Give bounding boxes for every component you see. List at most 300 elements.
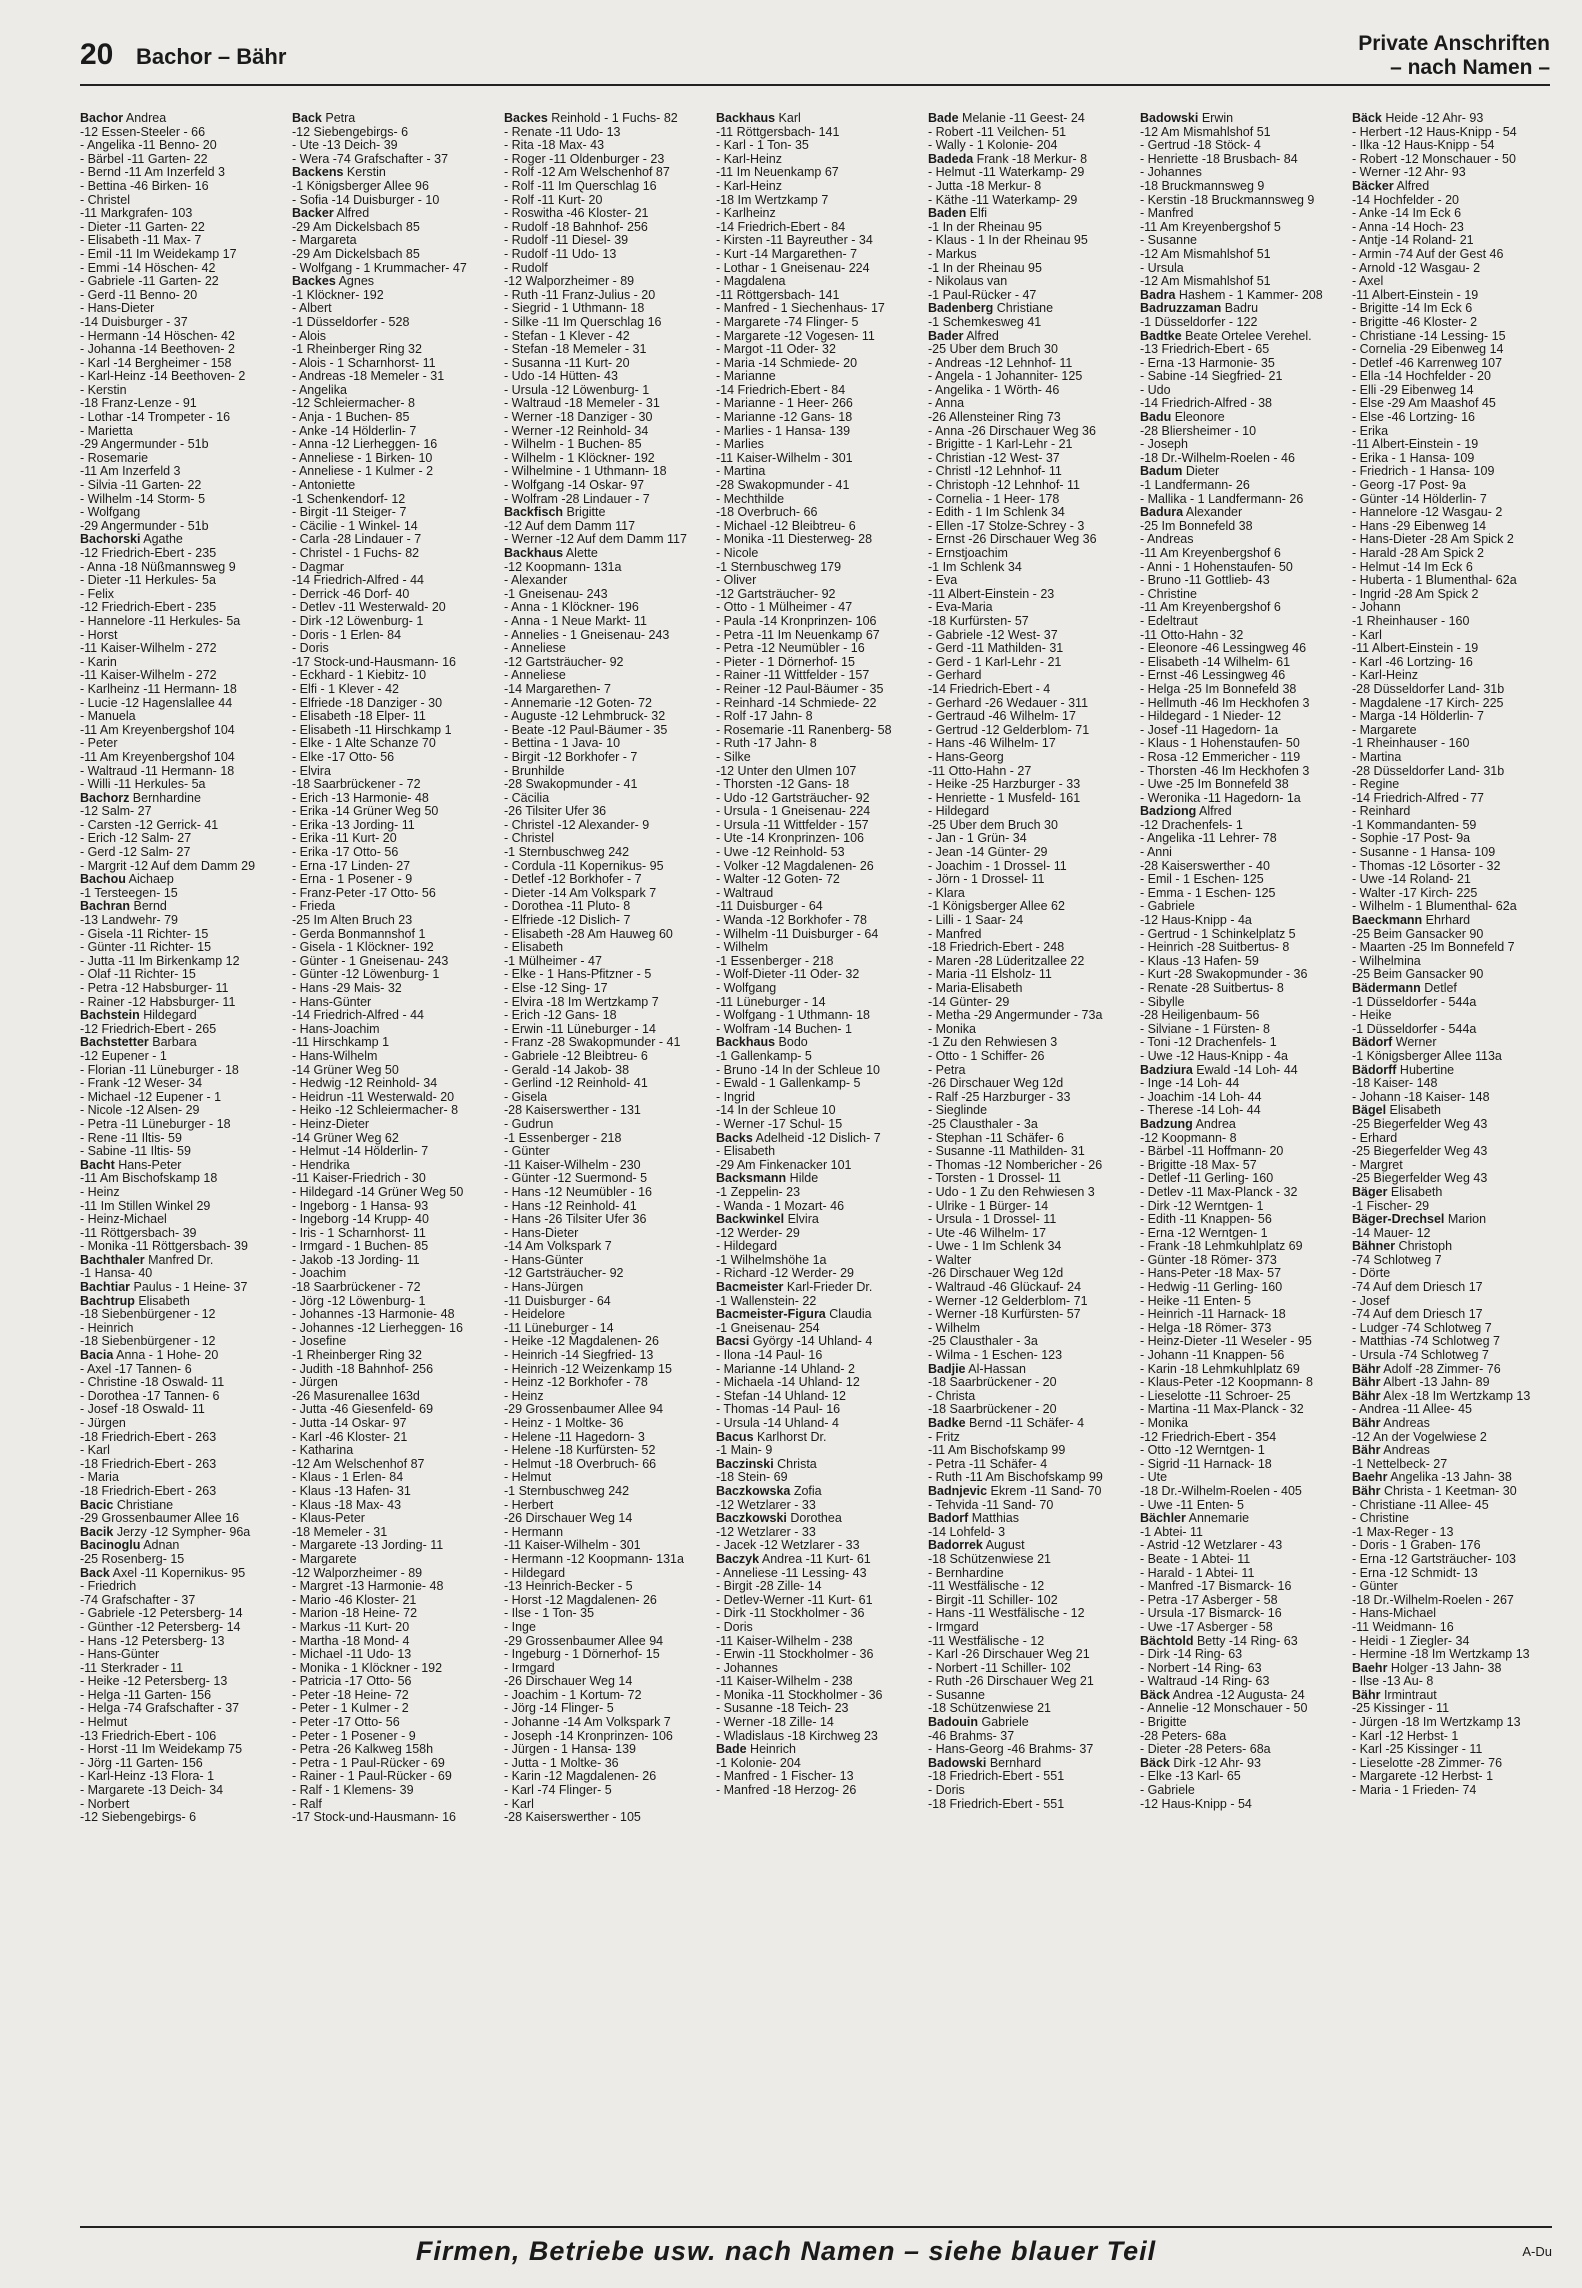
entry-detail: - Helmut	[504, 1471, 552, 1485]
directory-entry	[504, 166, 704, 180]
directory-entry	[292, 669, 492, 683]
entry-text: Christiane	[993, 302, 1054, 316]
directory-entry	[1352, 330, 1552, 344]
entry-detail: - Detlev-Werner -11 Kurt- 61	[716, 1593, 873, 1607]
directory-entry	[80, 493, 280, 507]
entry-detail: - Eleonore -46 Lessingweg 46	[1140, 642, 1307, 656]
directory-entry	[716, 207, 916, 221]
directory-entry	[1352, 384, 1552, 398]
entry-detail: - Anja - 1 Buchen- 85	[292, 411, 410, 425]
entry-text: Christa - 1 Keetman- 30	[1380, 1484, 1517, 1498]
directory-entry	[1140, 1499, 1340, 1513]
entry-detail: - Tehvida -11 Sand- 70	[928, 1498, 1054, 1512]
surname: Bähr	[1352, 1484, 1381, 1498]
directory-entry	[928, 1458, 1128, 1472]
directory-entry	[716, 1023, 916, 1037]
surname: Bägel	[1352, 1104, 1387, 1118]
entry-detail: - Annemarie -12 Goten- 72	[504, 696, 652, 710]
entry-text: Axel -11 Kopernikus- 95	[109, 1566, 246, 1580]
entry-detail: - Udo -12 Gartsträucher- 92	[716, 791, 870, 805]
entry-detail: - Heinz-Dieter	[292, 1117, 370, 1131]
directory-entry	[1140, 384, 1340, 398]
entry-detail: -14 Margarethen- 7	[504, 682, 612, 696]
entry-text: Ewald -14 Loh- 44	[1192, 1063, 1298, 1077]
directory-entry	[1140, 1607, 1340, 1621]
directory-entry	[716, 846, 916, 860]
surname: Badu	[1140, 411, 1172, 425]
directory-entry	[1140, 819, 1340, 833]
entry-detail: - Heidelore	[504, 1308, 566, 1322]
directory-entry	[1140, 1036, 1340, 1050]
entry-detail: - Anke -14 Im Eck 6	[1352, 207, 1462, 221]
entry-detail: - Otto -12 Werntgen- 1	[1140, 1444, 1265, 1458]
directory-entry	[1352, 1145, 1552, 1159]
directory-entry	[716, 153, 916, 167]
entry-detail: - Jutta -11 Im Birkenkamp 12	[80, 954, 240, 968]
directory-entry	[1140, 1743, 1340, 1757]
entry-detail: -1 Wilhelmshöhe 1a	[716, 1253, 827, 1267]
directory-entry	[292, 533, 492, 547]
entry-detail: - Elvira	[292, 764, 331, 778]
entry-detail: -25 Im Alten Bruch 23	[292, 914, 413, 928]
directory-entry	[928, 180, 1128, 194]
directory-entry	[1140, 438, 1340, 452]
entry-detail: - Thomas -12 Lösorter - 32	[1352, 859, 1501, 873]
directory-entry	[716, 1444, 916, 1458]
directory-entry	[1352, 1458, 1552, 1472]
surname: Badnjevic	[928, 1484, 988, 1498]
directory-entry	[504, 343, 704, 357]
directory-entry	[928, 996, 1128, 1010]
directory-entry	[1140, 330, 1340, 344]
directory-entry	[928, 669, 1128, 683]
directory-entry	[292, 1050, 492, 1064]
directory-entry	[716, 397, 916, 411]
entry-text: Ehrhard	[1422, 914, 1471, 928]
directory-entry	[928, 1335, 1128, 1349]
surname: Bacsi	[716, 1335, 750, 1349]
directory-entry	[1140, 139, 1340, 153]
entry-detail: - Silviane - 1 Fürsten- 8	[1140, 1022, 1270, 1036]
entry-detail: - Peter -17 Otto- 56	[292, 1716, 400, 1730]
entry-detail: - Elisabeth	[716, 1145, 776, 1159]
directory-entry	[716, 302, 916, 316]
directory-entry	[504, 724, 704, 738]
entry-detail: - Brigitte	[1140, 1716, 1187, 1730]
directory-entry	[504, 1689, 704, 1703]
entry-detail: - Heike -11 Enten- 5	[1140, 1294, 1251, 1308]
directory-entry	[928, 588, 1128, 602]
directory-entry	[80, 397, 280, 411]
entry-detail: - Sabine -14 Siegfried- 21	[1140, 370, 1283, 384]
directory-entry	[1140, 656, 1340, 670]
entry-detail: - Carsten -12 Gerrick- 41	[80, 818, 219, 832]
entry-text: Hashem - 1 Kammer- 208	[1175, 288, 1323, 302]
directory-entry	[716, 1417, 916, 1431]
directory-entry	[80, 1023, 280, 1037]
surname: Bacus	[716, 1430, 754, 1444]
directory-entry	[292, 234, 492, 248]
entry-detail: - Karl	[1352, 628, 1382, 642]
directory-entry	[928, 1730, 1128, 1744]
entry-detail: - Petra -12 Neumübler - 16	[716, 642, 865, 656]
directory-entry	[504, 1091, 704, 1105]
entry-detail: - Margarete	[292, 1552, 357, 1566]
entry-detail: - Hendrika	[292, 1158, 350, 1172]
directory-entry	[1140, 955, 1340, 969]
directory-entry	[928, 262, 1128, 276]
entry-detail: -13 Heinrich-Becker - 5	[504, 1580, 633, 1594]
directory-entry	[292, 343, 492, 357]
entry-detail: - Petra -11 Schäfer- 4	[928, 1457, 1048, 1471]
entry-detail: - Michaela -14 Uhland- 12	[716, 1376, 860, 1390]
entry-detail: - Manfred - 1 Siechenhaus- 17	[716, 302, 885, 316]
entry-detail: -18 Franz-Lenze - 91	[80, 397, 197, 411]
entry-detail: -18 Saarbrückener - 72	[292, 778, 421, 792]
directory-entry	[1140, 1444, 1340, 1458]
entry-detail: - Günter -11 Richter- 15	[80, 941, 212, 955]
entry-detail: - Joachim - 1 Kortum- 72	[504, 1688, 642, 1702]
directory-entry	[1352, 873, 1552, 887]
entry-detail: - Otto - 1 Schiffer- 26	[928, 1049, 1045, 1063]
directory-entry	[292, 302, 492, 316]
entry-detail: - Helga -25 Im Bonnefeld 38	[1140, 682, 1297, 696]
entry-detail: -12 Auf dem Damm 117	[504, 519, 636, 533]
entry-detail: -25 Über dem Bruch 30	[928, 343, 1058, 357]
entry-detail: - Norbert -11 Schiller- 102	[928, 1661, 1071, 1675]
entry-text: Dieter	[1182, 465, 1220, 479]
directory-entry	[716, 629, 916, 643]
entry-detail: - Rolf -17 Jahn- 8	[716, 710, 813, 724]
entry-detail: -25 Clausthaler - 3a	[928, 1117, 1038, 1131]
directory-entry	[504, 1444, 704, 1458]
entry-detail: - Maria -11 Elsholz- 11	[928, 968, 1052, 982]
directory-entry	[292, 1254, 492, 1268]
entry-detail: - Pieter - 1 Dörnerhof- 15	[716, 655, 855, 669]
directory-entry	[716, 737, 916, 751]
entry-detail: - Hans -29 Eibenweg 14	[1352, 519, 1487, 533]
entry-detail: - Monika -11 Diesterweg- 28	[716, 533, 873, 547]
directory-entry	[1352, 1702, 1552, 1716]
directory-entry	[1140, 792, 1340, 806]
entry-detail: -11 Am Bischofskamp 99	[928, 1444, 1066, 1458]
surname: Baehr	[1352, 1471, 1388, 1485]
directory-entry	[1352, 289, 1552, 303]
directory-entry	[928, 968, 1128, 982]
entry-detail: -1 Königsberger Allee 113a	[1352, 1049, 1502, 1063]
entry-detail: -18 Friedrich-Ebert - 551	[928, 1797, 1065, 1811]
entry-detail: - Hans-Wilhelm	[292, 1049, 378, 1063]
entry-detail: -1 Zeppelin- 23	[716, 1185, 801, 1199]
surname: Badowski	[928, 1756, 987, 1770]
directory-entry	[1140, 873, 1340, 887]
directory-entry	[292, 1784, 492, 1798]
directory-entry	[80, 1784, 280, 1798]
entry-detail: - Thorsten -46 Im Heckhofen 3	[1140, 764, 1310, 778]
directory-entry	[504, 1227, 704, 1241]
entry-text: Elvira	[784, 1213, 819, 1227]
entry-detail: - Christine -18 Oswald- 11	[80, 1376, 225, 1390]
entry-detail: - Wolf-Dieter -11 Oder- 32	[716, 968, 860, 982]
directory-entry	[80, 996, 280, 1010]
entry-detail: -11 Lüneburger - 14	[716, 995, 826, 1009]
directory-entry	[1352, 1295, 1552, 1309]
entry-detail: - Klara	[928, 886, 965, 900]
directory-entry	[504, 221, 704, 235]
directory-entry	[1352, 302, 1552, 316]
directory-entry	[1352, 397, 1552, 411]
entry-detail: -1 Paul-Rücker - 47	[928, 288, 1037, 302]
directory-entry	[80, 601, 280, 615]
directory-entry	[504, 139, 704, 153]
directory-entry	[504, 248, 704, 262]
entry-detail: - Margarete -12 Herbst- 1	[1352, 1770, 1494, 1784]
entry-detail: - Werner -12 Auf dem Damm 117	[504, 533, 687, 547]
entry-detail: - Wilhelm - 1 Blumenthal- 62a	[1352, 900, 1517, 914]
entry-detail: -18 Saarbrückener - 20	[928, 1376, 1057, 1390]
entry-detail: - Petra -17 Asberger - 58	[1140, 1593, 1278, 1607]
directory-entry	[1352, 234, 1552, 248]
entry-detail: - Ursula -14 Uhland- 4	[716, 1417, 839, 1430]
directory-entry	[292, 316, 492, 330]
directory-entry	[504, 642, 704, 656]
directory-entry	[716, 805, 916, 819]
directory-entry	[1352, 792, 1552, 806]
entry-detail: - Petra -26 Kalkweg 158h	[292, 1743, 434, 1757]
entry-detail: -1 Königsberger Allee 62	[928, 900, 1065, 914]
surname: Backes	[504, 112, 548, 125]
entry-detail: -12 Drachenfels- 1	[1140, 818, 1243, 832]
directory-entry	[292, 1159, 492, 1173]
entry-detail: - Helmut -18 Overbruch- 66	[504, 1457, 657, 1471]
directory-entry	[1140, 615, 1340, 629]
entry-detail: - Gerd - 1 Karl-Lehr - 21	[928, 655, 1062, 669]
directory-entry	[504, 1417, 704, 1431]
directory-entry	[1352, 710, 1552, 724]
directory-entry	[504, 656, 704, 670]
directory-entry	[1140, 533, 1340, 547]
entry-text: György -14 Uhland- 4	[749, 1335, 873, 1349]
directory-entry	[504, 126, 704, 140]
entry-detail: - Willi -11 Herkules- 5a	[80, 778, 206, 792]
directory-entry	[504, 1050, 704, 1064]
entry-detail: - Angelika	[292, 383, 347, 397]
directory-entry	[292, 887, 492, 901]
entry-detail: - Maarten -25 Im Bonnefeld 7	[1352, 941, 1515, 955]
directory-entry	[716, 1675, 916, 1689]
entry-detail: -12 Essen-Steeler - 66	[80, 125, 206, 139]
entry-detail: - Marlies	[716, 438, 764, 452]
entry-detail: -11 Kaiser-Wilhelm - 238	[716, 1634, 853, 1648]
directory-entry	[80, 302, 280, 316]
directory-entry	[1352, 139, 1552, 153]
entry-detail: - Mallika - 1 Landfermann- 26	[1140, 492, 1304, 506]
entry-text: Alex -18 Im Wertzkamp 13	[1380, 1389, 1531, 1403]
directory-entry	[80, 860, 280, 874]
entry-detail: - Kirsten -11 Bayreuther - 34	[716, 234, 873, 248]
entry-detail: - Florian -11 Lüneburger - 18	[80, 1063, 239, 1077]
entry-detail: - Hans -11 Westfälische - 12	[928, 1607, 1085, 1621]
directory-entry	[1140, 370, 1340, 384]
entry-detail: - Arnold -12 Wasgau- 2	[1352, 261, 1481, 275]
entry-detail: - Karl-Heinz -13 Flora- 1	[80, 1770, 215, 1784]
directory-entry	[292, 397, 492, 411]
entry-detail: -12 Friedrich-Ebert - 354	[1140, 1430, 1277, 1444]
entry-detail: -74 Auf dem Driesch 17	[1352, 1308, 1483, 1322]
entry-text: Alfred	[963, 329, 999, 343]
directory-entry	[292, 506, 492, 520]
directory-entry	[292, 1730, 492, 1744]
entry-detail: -1 Kolonie- 204	[716, 1756, 801, 1770]
directory-entry	[1140, 343, 1340, 357]
directory-entry	[80, 561, 280, 575]
directory-entry	[504, 411, 704, 425]
entry-detail: - Detlef -11 Gerling- 160	[1140, 1172, 1274, 1186]
directory-entry	[1352, 1485, 1552, 1499]
entry-detail: - Bärbel -11 Garten- 22	[80, 152, 208, 166]
entry-detail: - Ute -14 Kronprinzen- 106	[716, 832, 864, 846]
directory-entry	[504, 778, 704, 792]
entry-detail: - Walter -12 Goten- 72	[716, 873, 840, 887]
directory-entry	[1352, 275, 1552, 289]
directory-entry	[716, 710, 916, 724]
directory-entry	[1140, 1553, 1340, 1567]
directory-entry	[928, 1281, 1128, 1295]
entry-detail: - Karl -74 Flinger- 5	[504, 1784, 612, 1798]
directory-entry	[80, 629, 280, 643]
entry-detail: - Helga -18 Römer- 373	[1140, 1321, 1272, 1335]
directory-entry	[80, 805, 280, 819]
directory-entry	[928, 629, 1128, 643]
entry-detail: - Werner -12 Ahr- 93	[1352, 166, 1466, 180]
directory-entry	[716, 166, 916, 180]
directory-entry	[80, 1240, 280, 1254]
entry-detail: - Anna -14 Hoch- 23	[1352, 220, 1464, 234]
entry-detail: - Brigitte -46 Kloster- 2	[1352, 315, 1478, 329]
entry-detail: - Klaus -18 Max- 43	[292, 1498, 402, 1512]
surname: Bähr	[1352, 1688, 1381, 1702]
entry-detail: - Manfred -18 Herzog- 26	[716, 1784, 857, 1798]
entry-detail: - Marion -18 Heine- 72	[292, 1607, 418, 1621]
directory-entry	[1352, 1349, 1552, 1363]
directory-entry	[80, 887, 280, 901]
entry-detail: - Oliver	[716, 574, 757, 588]
entry-detail: - Elisabeth -11 Max- 7	[80, 234, 202, 248]
directory-entry	[504, 1376, 704, 1390]
entry-detail: -12 Siebengebirgs- 6	[80, 1811, 197, 1825]
entry-detail: - Jutta -14 Oskar- 97	[292, 1417, 407, 1430]
surname: Bachstetter	[80, 1036, 149, 1050]
directory-entry	[80, 1567, 280, 1581]
entry-detail: - Maren -28 Lüderitzallee 22	[928, 954, 1085, 968]
entry-detail: -12 Wetzlarer - 33	[716, 1525, 816, 1539]
entry-detail: -12 Haus-Knipp - 54	[1140, 1797, 1252, 1811]
entry-detail: - Franz-Peter -17 Otto- 56	[292, 886, 436, 900]
entry-detail: -25 Biegerfelder Weg 43	[1352, 1172, 1488, 1186]
directory-entry	[80, 710, 280, 724]
directory-entry	[1140, 765, 1340, 779]
directory-entry	[504, 1716, 704, 1730]
directory-entry	[292, 1281, 492, 1295]
directory-entry	[292, 289, 492, 303]
entry-detail: - Doris	[292, 642, 329, 656]
directory-entry	[1140, 588, 1340, 602]
directory-entry	[80, 1580, 280, 1594]
entry-detail: - Heinrich -11 Harnack- 18	[1140, 1308, 1286, 1322]
directory-entry	[1140, 805, 1340, 819]
directory-entry	[716, 615, 916, 629]
entry-text: Andrea -12 Augusta- 24	[1169, 1688, 1305, 1702]
directory-entry	[928, 1580, 1128, 1594]
directory-entry	[928, 751, 1128, 765]
directory-entry	[716, 1499, 916, 1513]
surname: Bacinoglu	[80, 1539, 141, 1553]
directory-entry	[928, 1118, 1128, 1132]
directory-entry	[292, 1240, 492, 1254]
directory-entry	[716, 316, 916, 330]
directory-entry	[80, 1132, 280, 1146]
directory-entry	[504, 234, 704, 248]
directory-entry	[1140, 166, 1340, 180]
directory-entry	[1352, 832, 1552, 846]
directory-entry	[1140, 601, 1340, 615]
directory-entry	[716, 1349, 916, 1363]
directory-entry	[292, 1118, 492, 1132]
directory-entry	[716, 1132, 916, 1146]
directory-entry	[80, 1621, 280, 1635]
surname: Baczkowska	[716, 1484, 791, 1498]
directory-entry	[292, 1363, 492, 1377]
directory-entry	[504, 792, 704, 806]
entry-text: Adelheid -12 Dislich- 7	[752, 1131, 881, 1145]
directory-entry	[80, 751, 280, 765]
entry-detail: - Marianne - 1 Heer- 266	[716, 397, 853, 411]
entry-detail: - Gisela - 1 Klöckner- 192	[292, 941, 434, 955]
directory-entry	[716, 1376, 916, 1390]
directory-entry	[1352, 1159, 1552, 1173]
directory-entry	[504, 547, 704, 561]
directory-entry	[1352, 533, 1552, 547]
directory-entry	[928, 1009, 1128, 1023]
entry-detail: - Sigrid -11 Harnack- 18	[1140, 1457, 1272, 1471]
surname: Bähr	[1352, 1444, 1381, 1458]
directory-entry	[504, 397, 704, 411]
entry-detail: - Christiane -14 Lessing- 15	[1352, 329, 1506, 343]
directory-entry	[504, 330, 704, 344]
entry-detail: - Helga -11 Garten- 156	[80, 1688, 212, 1702]
directory-entry	[1352, 166, 1552, 180]
directory-entry	[80, 697, 280, 711]
directory-entry	[928, 615, 1128, 629]
directory-entry	[80, 574, 280, 588]
entry-detail: - Else -29 Am Maashof 45	[1352, 397, 1496, 411]
directory-entry	[928, 1050, 1128, 1064]
directory-entry	[716, 982, 916, 996]
directory-entry	[292, 139, 492, 153]
entry-detail: -11 Lüneburger - 14	[504, 1321, 614, 1335]
directory-entry	[928, 724, 1128, 738]
directory-entry	[928, 343, 1128, 357]
entry-detail: - Peter - 1 Kulmer - 2	[292, 1702, 409, 1716]
directory-entry	[1140, 452, 1340, 466]
directory-entry	[928, 357, 1128, 371]
entry-detail: -1 Max-Reger - 13	[1352, 1525, 1454, 1539]
directory-entry	[80, 778, 280, 792]
surname: Bachou	[80, 873, 126, 887]
directory-entry	[292, 697, 492, 711]
directory-entry	[292, 1567, 492, 1581]
directory-entry	[1140, 1213, 1340, 1227]
